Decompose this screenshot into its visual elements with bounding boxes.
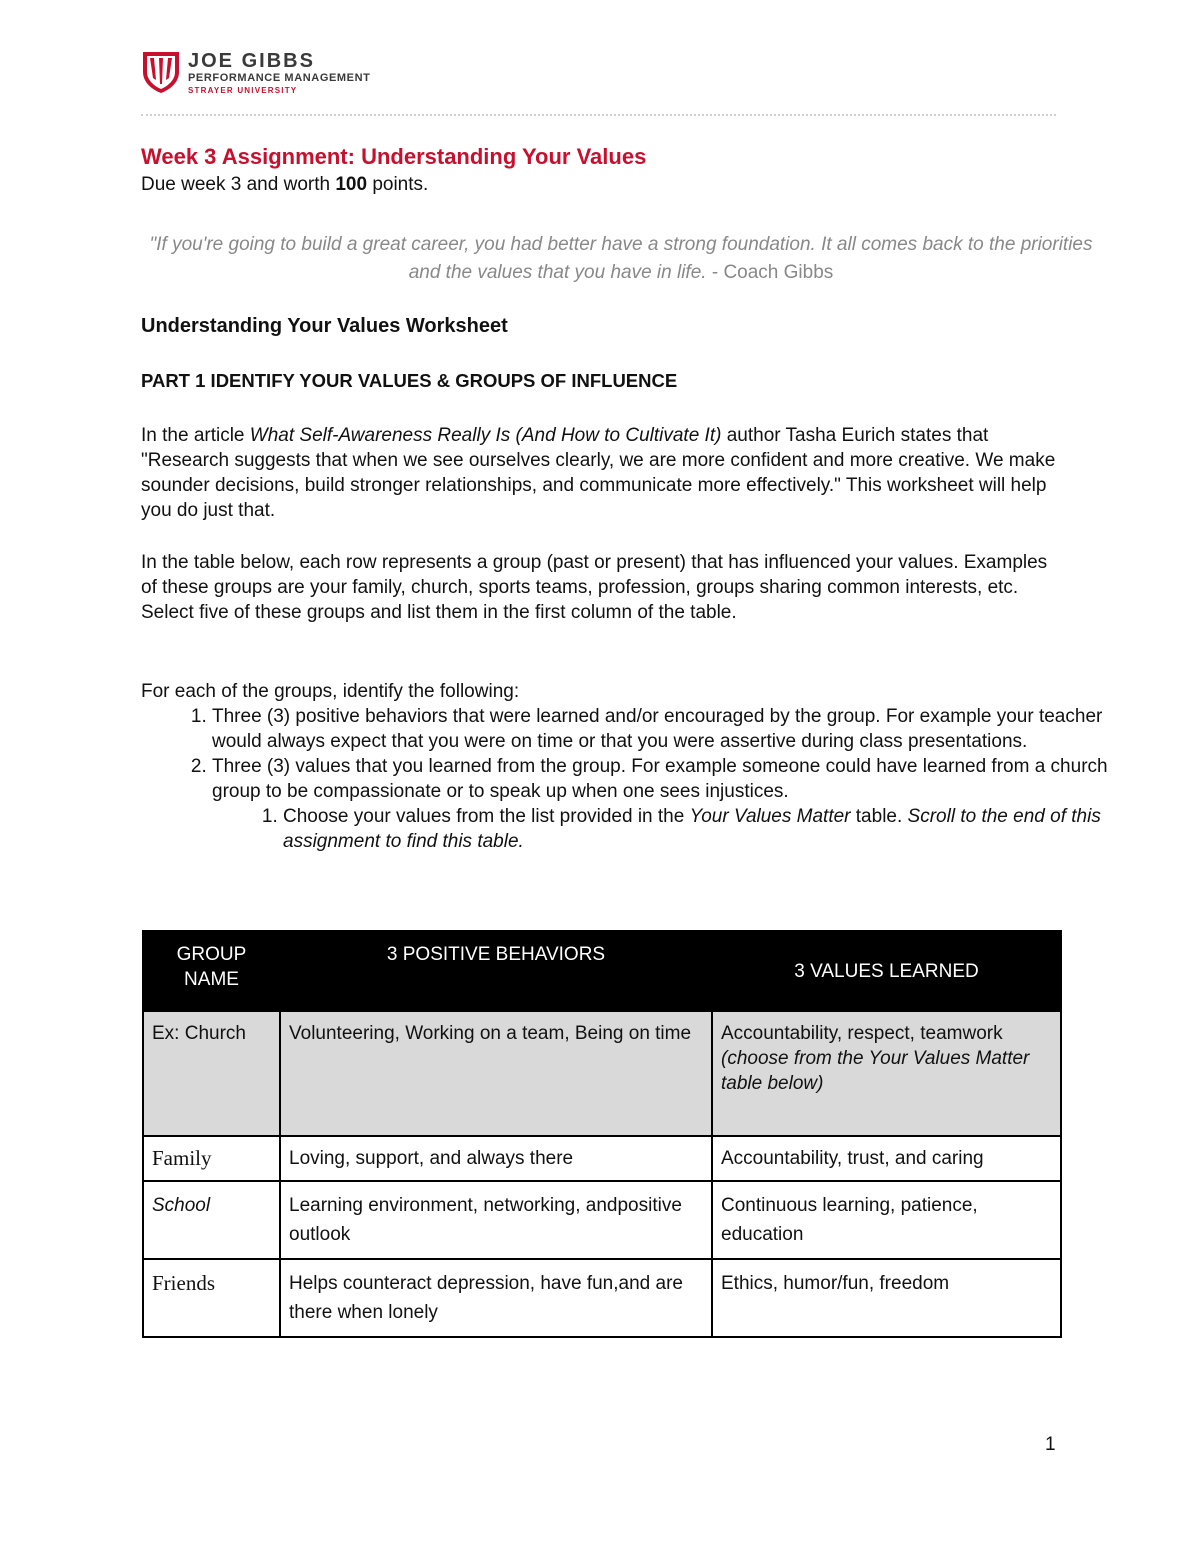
part1-heading: PART 1 IDENTIFY YOUR VALUES & GROUPS OF INFLUENCE [141, 370, 678, 391]
sub1-prefix: Choose your values from the list provided in the [283, 806, 690, 827]
header-values-learned: 3 VALUES LEARNED [712, 931, 1061, 1011]
worksheet-heading: Understanding Your Values Worksheet [141, 315, 508, 337]
shield-logo-icon [141, 50, 181, 94]
brand-title: JOE GIBBS [188, 50, 315, 72]
due-prefix: Due week 3 and worth [141, 174, 336, 195]
p1-suffix: author Tasha Eurich states that "Research suggests that when we see ourselves clearly, we are more confident and more creative. We make sounder decisions, build stronger relationships, and communicate more effectively." This worksheet will help you do just that. [141, 425, 1056, 521]
sub1-mid: table. [850, 806, 908, 827]
instruction-values: Three (3) values that you learned from the group. For example someone could have learned from a church group to be compassionate or to speak up when one sees injustices. [212, 756, 1108, 802]
table-row [143, 1259, 1061, 1337]
quote-text: "If you're going to build a great career, you had better have a strong foundation. It all comes back to the priorities and the values that you have in life. [149, 234, 1093, 283]
table-header-row [143, 931, 1061, 1011]
group-cell[interactable]: Friends [143, 1259, 280, 1337]
header-positive-behaviors: 3 POSITIVE BEHAVIORS [280, 931, 712, 1011]
p1-prefix: In the article [141, 425, 250, 446]
coach-quote [141, 231, 1101, 287]
due-line [141, 174, 428, 196]
brand-university: STRAYER UNIVERSITY [188, 86, 298, 95]
table-row [143, 1136, 1061, 1181]
instruction-item [212, 704, 1137, 754]
instruction-list [141, 704, 1137, 854]
example-behaviors: Volunteering, Working on a team, Being on time [280, 1011, 712, 1136]
example-values-cell [712, 1011, 1061, 1136]
table-row [143, 1181, 1061, 1259]
behaviors-cell[interactable]: Helps counteract depression, have fun,and are there when lonely [280, 1259, 712, 1337]
due-points: 100 [335, 174, 368, 195]
example-values: Accountability, respect, teamwork [721, 1023, 1003, 1044]
group-cell[interactable]: Family [143, 1136, 280, 1181]
behaviors-cell[interactable]: Learning environment, networking, andpositive outlook [280, 1181, 712, 1259]
instruction-behaviors: Three (3) positive behaviors that were learned and/or encouraged by the group. For example your teacher would always expect that you were on time or that you were assertive during class presentations. [212, 706, 1103, 752]
group-cell-text: School [152, 1195, 211, 1216]
article-title: What Self-Awareness Really Is (And How to Cultivate It) [249, 425, 722, 446]
intro-paragraph [141, 423, 1066, 523]
group-cell[interactable] [143, 1181, 280, 1259]
values-cell[interactable]: Continuous learning, patience, education [712, 1181, 1061, 1259]
instruction-item [212, 754, 1137, 854]
values-cell[interactable]: Accountability, trust, and caring [712, 1136, 1061, 1181]
behaviors-cell[interactable]: Loving, support, and always there [280, 1136, 712, 1181]
due-suffix: points. [367, 174, 429, 195]
quote-author: - Coach Gibbs [706, 262, 834, 283]
assignment-title: Week 3 Assignment: Understanding Your Values [141, 144, 647, 169]
instruction-sublist [212, 804, 1137, 854]
header-divider [141, 114, 1056, 116]
scroll-note: Scroll to the end of this assignment to find this table. [283, 806, 1101, 852]
values-table [142, 930, 1062, 1338]
table-instructions-paragraph: In the table below, each row represents a group (past or present) that has influenced your values. Examples of these groups are your family, church, sports teams, profession, groups sharing common interests, etc. Select five of these groups and list them in the first column of the table. [141, 552, 1048, 623]
instruction-subitem [283, 804, 1137, 854]
page-number: 1 [1045, 1434, 1056, 1455]
example-group: Ex: Church [143, 1011, 280, 1136]
groups-instructions-paragraph: For each of the groups, identify the following: [141, 681, 520, 702]
example-values-note: (choose from the Your Values Matter table below) [721, 1048, 1030, 1094]
values-matter-name: Your Values Matter [689, 806, 851, 827]
brand-subtitle: PERFORMANCE MANAGEMENT [188, 72, 371, 84]
table-row-example [143, 1011, 1061, 1136]
values-cell[interactable]: Ethics, humor/fun, freedom [712, 1259, 1061, 1337]
header-group-name: GROUP NAME [143, 931, 280, 1011]
